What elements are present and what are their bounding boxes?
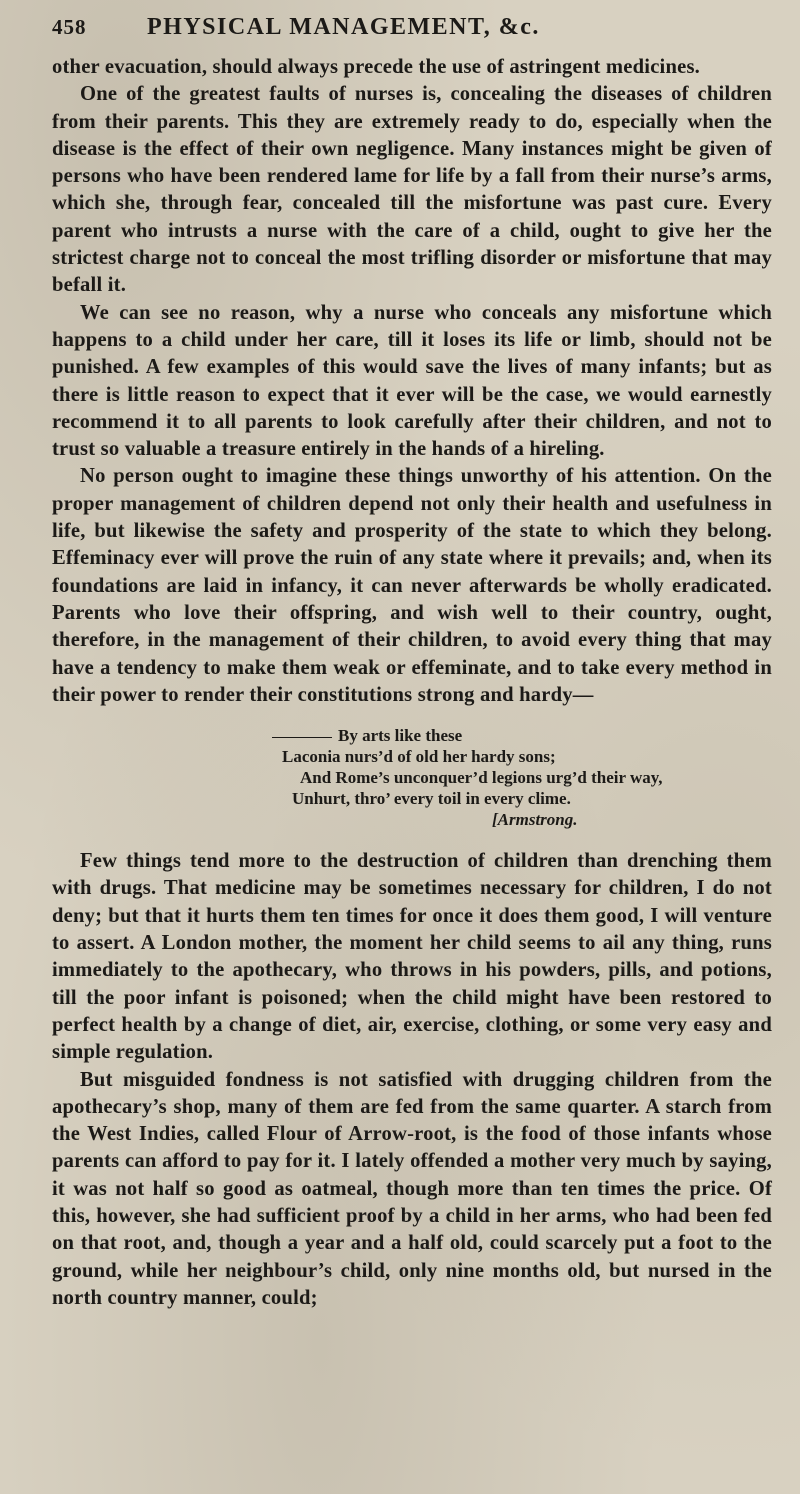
verse-line: And Rome’s unconquer’d legions urg’d their way,	[300, 768, 663, 788]
paragraph: One of the greatest faults of nurses is, concealing the diseases of children from their parents. This they are extremely ready to do, especially when the disease is the effect of their own negligence. Many instances might be given of persons who have been rendered lame for life by a fall from their nurse’s arms, which she, through fear, concealed till the misfortune was past cure. Every parent who intrusts a nurse with the care of a child, ought to give her the strictest charge not to conceal the most trifling disorder or misfortune that may befall it.	[52, 83, 772, 297]
verse-quotation	[252, 725, 772, 830]
verse-line: Unhurt, thro’ every toil in every clime.	[292, 789, 571, 809]
running-head	[52, 14, 772, 48]
body-text-after-quote	[52, 848, 772, 1312]
dash-rule	[272, 737, 332, 738]
paragraph: Few things tend more to the destruction of children than drenching them with drugs. That medicine may be sometimes necessary for children, I do not deny; but that it hurts them ten times for once it does them good, I will venture to assert. A London mother, the moment her child seems to ail any thing, runs immediately to the apothecary, who throws in his powders, pills, and potions, till the poor infant is poisoned; when the child might have been restored to perfect health by a change of diet, air, exercise, clothing, or some very easy and simple regulation.	[52, 850, 772, 1064]
paragraph: But misguided fondness is not satisfied with drugging children from the apothecary’s shop, many of them are fed from the same quarter. A starch from the West Indies, called Flour of Arrow-root, is the food of those infants whose parents can afford to pay for it. I lately offended a mother very much by saying, it was not half so good as oatmeal, though more than ten times the price. Of this, however, she had sufficient proof by a child in her arms, who had been fed on that root, and, though a year and a half old, could scarcely put a foot to the ground, while her neighbour’s child, only nine months old, but nursed in the north country manner, could;	[52, 1068, 772, 1309]
verse-line: By arts like these	[252, 725, 772, 746]
running-title: PHYSICAL MANAGEMENT, &c.	[147, 14, 540, 40]
page-number: 458	[52, 15, 87, 39]
paragraph: other evacuation, should always precede the use of astringent medicines.	[52, 56, 701, 78]
paragraph: No person ought to imagine these things unworthy of his attention. On the proper management of children depend not only their health and usefulness in life, but likewise the safety and prosperity of the state to which they belong. Effeminacy ever will prove the ruin of any state where it prevails; and, when its foundations are laid in infancy, it can never afterwards be wholly eradicated. Parents who love their offspring, and wish well to their country, ought, therefore, in the management of their children, to avoid every thing that may have a tendency to make them weak or effeminate, and to take every method in their power to render their constitutions strong and hardy—	[52, 465, 772, 706]
paragraph: We can see no reason, why a nurse who conceals any misfortune which happens to a child under her care, till it loses its life or limb, should not be punished. A few examples of this would save the lives of many infants; but as there is little reason to expect that it ever will be the case, we would earnestly recommend it to all parents to look carefully after their children, and not to trust so valuable a treasure entirely in the hands of a hireling.	[52, 301, 772, 461]
verse-attribution: [Armstrong.	[492, 810, 578, 830]
body-text-before-quote	[52, 54, 772, 709]
verse-line: Laconia nurs’d of old her hardy sons;	[282, 747, 556, 767]
